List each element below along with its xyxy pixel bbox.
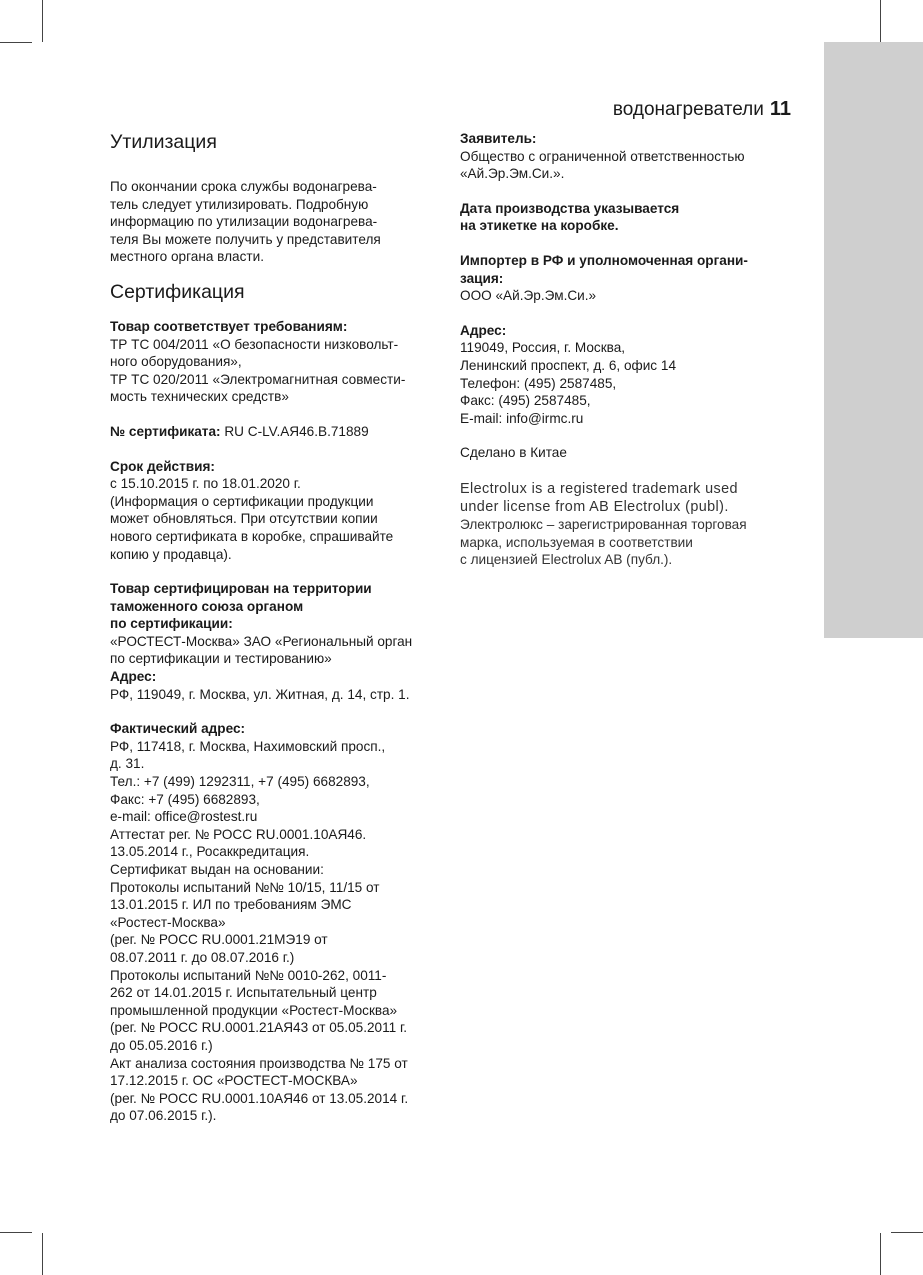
text-line: 262 от 14.01.2015 г. Испытательный центр bbox=[110, 985, 377, 1001]
text-line: информацию по утилизации водонагрева- bbox=[110, 214, 378, 230]
text-line: (рег. № РОСС RU.0001.10АЯ46 от 13.05.2014 г. bbox=[110, 1090, 409, 1106]
text-line: д. 31. bbox=[110, 756, 145, 772]
importer-title-line: Импортер в РФ и уполномоченная органи- bbox=[460, 252, 748, 268]
text-line: по сертификации и тестированию» bbox=[110, 651, 332, 667]
body-title-line: таможенного союза органом bbox=[110, 598, 304, 614]
actual-address-block bbox=[110, 720, 445, 1125]
validity-title: Срок действия: bbox=[110, 458, 215, 474]
text-line: может обновляться. При отсутствии копии bbox=[110, 511, 378, 527]
body-title-line: по сертификации: bbox=[110, 616, 233, 632]
text-line: местного органа власти. bbox=[110, 249, 264, 265]
text-line: тель следует утилизировать. Подробную bbox=[110, 196, 369, 212]
text-line: ТР ТС 004/2011 «О безопасности низковольт- bbox=[110, 336, 399, 352]
right-column bbox=[460, 130, 800, 569]
production-date-block bbox=[460, 200, 800, 235]
importer-title-line: зация: bbox=[460, 270, 504, 286]
text-line: мость технических средств» bbox=[110, 389, 289, 405]
importer-value: ООО «Ай.Эр.Эм.Си.» bbox=[460, 288, 597, 304]
text-line: Дата производства указывается bbox=[460, 200, 680, 216]
address-title: Адрес: bbox=[110, 669, 157, 685]
text-line: промышленной продукции «Ростест-Москва» bbox=[110, 1002, 398, 1018]
utilization-heading: Утилизация bbox=[110, 131, 217, 153]
text-line: с 15.10.2015 г. по 18.01.2020 г. bbox=[110, 476, 301, 492]
crop-mark bbox=[880, 1233, 881, 1275]
certificate-label: № сертификата: bbox=[110, 423, 221, 439]
text-line: 13.05.2014 г., Росаккредитация. bbox=[110, 844, 310, 860]
certificate-value: RU C-LV.АЯ46.B.71889 bbox=[220, 423, 369, 439]
text-line: «Ростест-Москва» bbox=[110, 914, 226, 930]
applicant-title: Заявитель: bbox=[460, 131, 537, 146]
text-line: ТР ТС 020/2011 «Электромагнитная совмести- bbox=[110, 371, 406, 387]
text-line: РФ, 117418, г. Москва, Нахимовский просп., bbox=[110, 738, 386, 754]
text-line: Общество с ограниченной ответственностью bbox=[460, 148, 745, 164]
importer-address-block bbox=[460, 322, 800, 428]
crop-mark bbox=[880, 0, 881, 42]
text-line: Факс: +7 (495) 6682893, bbox=[110, 791, 260, 807]
text-line: Аттестат рег. № РОСС RU.0001.10АЯ46. bbox=[110, 826, 367, 842]
text-line: нового сертификата в коробке, спрашивайте bbox=[110, 528, 394, 544]
text-line: ного оборудования», bbox=[110, 354, 242, 370]
certificate-number bbox=[110, 423, 445, 441]
crop-mark bbox=[0, 1232, 32, 1233]
text-line: 08.07.2011 г. до 08.07.2016 г.) bbox=[110, 949, 295, 965]
text-line: копию у продавца). bbox=[110, 546, 232, 562]
address-title: Адрес: bbox=[460, 322, 507, 338]
importer-block bbox=[460, 252, 800, 305]
text-line: теля Вы можете получить у представителя bbox=[110, 231, 381, 247]
running-header bbox=[613, 98, 791, 121]
text-line: Тел.: +7 (499) 1292311, +7 (495) 6682893, bbox=[110, 774, 370, 790]
text-line: «РОСТЕСТ-Москва» ЗАО «Региональный орган bbox=[110, 633, 413, 649]
trademark-ru-line: с лицензией Electrolux AB (публ.). bbox=[460, 552, 673, 568]
trademark-en-line: Electrolux is a registered trademark used bbox=[460, 480, 738, 497]
text-line: Факс: (495) 2587485, bbox=[460, 393, 591, 409]
trademark-ru-line: марка, используемая в соответствии bbox=[460, 534, 693, 550]
left-column bbox=[110, 130, 445, 1125]
text-line: (Информация о сертификации продукции bbox=[110, 493, 374, 509]
text-line: (рег. № РОСС RU.0001.21МЭ19 от bbox=[110, 932, 328, 948]
requirements-title: Товар соответствует требованиям: bbox=[110, 318, 348, 334]
text-line: 119049, Россия, г. Москва, bbox=[460, 340, 626, 356]
text-line: E-mail: info@irmc.ru bbox=[460, 410, 584, 426]
header-title: водонагреватели bbox=[612, 99, 764, 120]
trademark-ru-line: Электролюкс – зарегистрированная торговая bbox=[460, 517, 747, 533]
made-in: Сделано в Китае bbox=[460, 445, 567, 461]
text-line: до 07.06.2015 г.). bbox=[110, 1108, 217, 1124]
utilization-text bbox=[110, 178, 445, 266]
crop-mark bbox=[42, 0, 43, 42]
text-line: (рег. № РОСС RU.0001.21АЯ43 от 05.05.2011 г. bbox=[110, 1020, 408, 1036]
text-line: до 05.05.2016 г.) bbox=[110, 1037, 213, 1053]
requirements-block bbox=[110, 318, 445, 406]
page-number: 11 bbox=[769, 98, 791, 120]
text-line: Ленинский проспект, д. 6, офис 14 bbox=[460, 357, 676, 373]
text-line: на этикетке на коробке. bbox=[460, 218, 619, 234]
crop-mark bbox=[891, 1232, 923, 1233]
validity-block bbox=[110, 458, 445, 564]
text-line: Телефон: (495) 2587485, bbox=[460, 375, 617, 391]
certification-heading: Сертификация bbox=[110, 280, 245, 303]
text-line: 13.01.2015 г. ИЛ по требованиям ЭМС bbox=[110, 897, 352, 913]
text-line: По окончании срока службы водонагрева- bbox=[110, 179, 377, 194]
trademark-en-line: under license from AB Electrolux (publ). bbox=[460, 498, 729, 515]
body-title-line: Товар сертифицирован на территории bbox=[110, 581, 372, 597]
section-tab bbox=[824, 42, 923, 638]
text-line: Протоколы испытаний №№ 10/15, 11/15 от bbox=[110, 879, 380, 895]
crop-mark bbox=[0, 42, 32, 43]
actual-address-title: Фактический адрес: bbox=[110, 721, 246, 737]
applicant-block bbox=[460, 130, 800, 183]
text-line: 17.12.2015 г. ОС «РОСТЕСТ-МОСКВА» bbox=[110, 1073, 358, 1089]
text-line: Акт анализа состояния производства № 175 от bbox=[110, 1055, 408, 1071]
text-line: Сертификат выдан на основании: bbox=[110, 862, 324, 877]
text-line: Протоколы испытаний №№ 0010-262, 0011- bbox=[110, 967, 387, 983]
crop-mark bbox=[42, 1233, 43, 1275]
trademark-block bbox=[460, 481, 800, 569]
certification-body-block bbox=[110, 580, 445, 703]
text-line: e-mail: office@rostest.ru bbox=[110, 809, 258, 825]
address-value: РФ, 119049, г. Москва, ул. Житная, д. 14, стр. 1. bbox=[110, 686, 410, 702]
text-line: «Ай.Эр.Эм.Си.». bbox=[460, 166, 565, 182]
